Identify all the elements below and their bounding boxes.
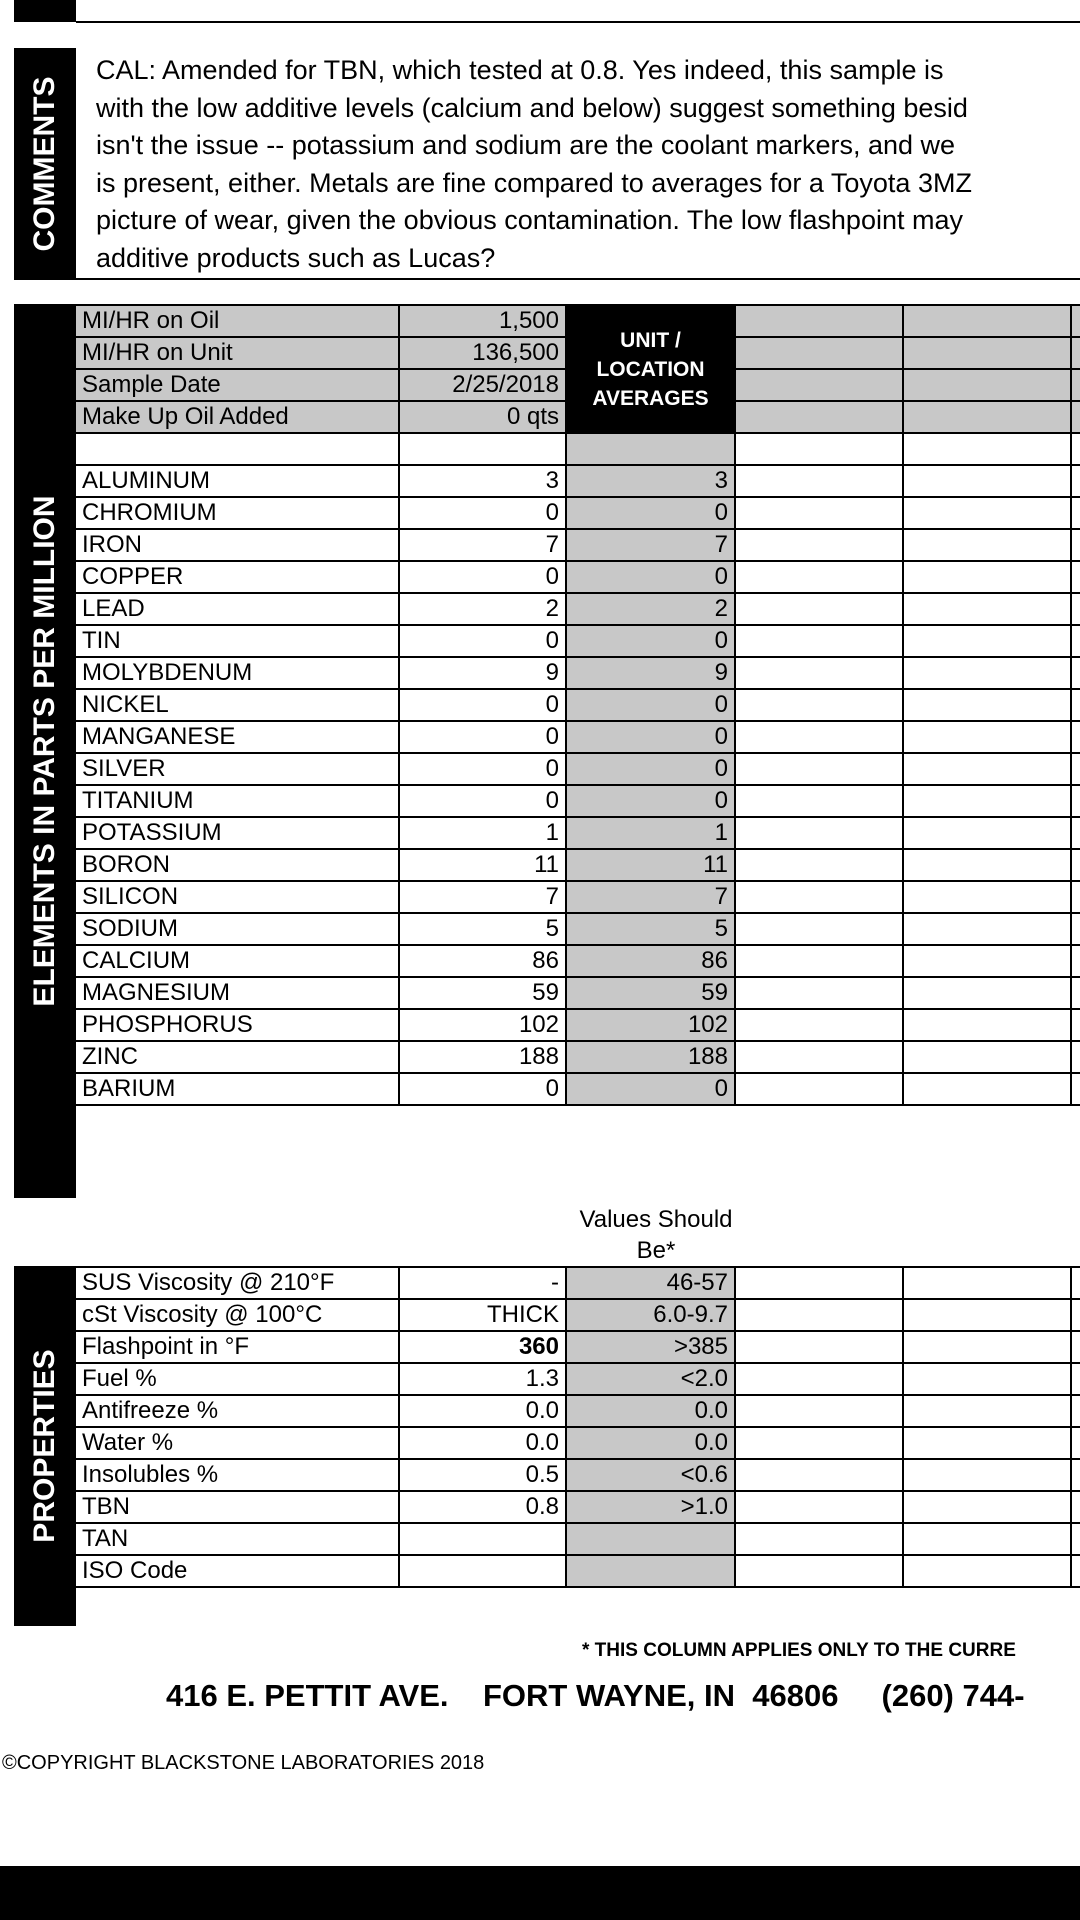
blank-cell <box>903 1491 1071 1523</box>
blank-cell <box>903 913 1071 945</box>
property-name: Fuel % <box>75 1363 399 1395</box>
property-should-be <box>566 1555 735 1587</box>
blank-cell <box>735 561 903 593</box>
blank-cell <box>1071 817 1080 849</box>
element-name: LEAD <box>75 593 399 625</box>
blank-cell <box>1071 561 1080 593</box>
element-name: NICKEL <box>75 689 399 721</box>
blank-cell <box>1071 1041 1080 1073</box>
element-row <box>75 1041 1080 1073</box>
blank-cell <box>1071 1009 1080 1041</box>
element-value: 188 <box>399 1041 566 1073</box>
element-value: 7 <box>399 881 566 913</box>
element-average: 188 <box>566 1041 735 1073</box>
blank-cell <box>735 1009 903 1041</box>
blank-cell <box>735 1331 903 1363</box>
blank-cell <box>903 689 1071 721</box>
element-name: BORON <box>75 849 399 881</box>
blank-cell <box>1071 465 1080 497</box>
property-row <box>75 1299 1080 1331</box>
blank-cell <box>735 1395 903 1427</box>
blank-cell <box>1071 401 1080 433</box>
comment-line: isn't the issue -- potassium and sodium are the coolant markers, and we <box>96 130 956 160</box>
comment-line: is present, either. Metals are fine compared to averages for a Toyota 3MZ <box>96 167 972 198</box>
comment-line: picture of wear, given the obvious contamination. The low flashpoint may <box>96 205 963 235</box>
blank-cell <box>1071 1491 1080 1523</box>
blank-cell <box>903 1427 1071 1459</box>
blank-cell <box>566 433 735 465</box>
sample-info-row <box>75 305 1080 337</box>
blank-cell <box>735 1523 903 1555</box>
blank-cell <box>903 785 1071 817</box>
element-value: 59 <box>399 977 566 1009</box>
property-should-be: <0.6 <box>566 1459 735 1491</box>
blank-cell <box>903 817 1071 849</box>
element-row <box>75 593 1080 625</box>
blank-cell <box>903 1363 1071 1395</box>
element-name: CALCIUM <box>75 945 399 977</box>
element-name: ALUMINUM <box>75 465 399 497</box>
blank-cell <box>735 1459 903 1491</box>
property-value: 1.3 <box>399 1363 566 1395</box>
blank-cell <box>1071 1427 1080 1459</box>
element-row <box>75 625 1080 657</box>
sample-info-label: Sample Date <box>75 369 399 401</box>
element-name: SODIUM <box>75 913 399 945</box>
blank-cell <box>735 1073 903 1105</box>
blank-cell <box>1071 625 1080 657</box>
element-average: 3 <box>566 465 735 497</box>
comment-line: CAL: Amended for TBN, which tested at 0.8. Yes indeed, this sample is <box>96 55 944 85</box>
blank-cell <box>735 337 903 369</box>
element-average: 5 <box>566 913 735 945</box>
element-name: BARIUM <box>75 1073 399 1105</box>
property-value: 0.0 <box>399 1427 566 1459</box>
element-row <box>75 561 1080 593</box>
element-name: SILICON <box>75 881 399 913</box>
element-average: 7 <box>566 529 735 561</box>
property-should-be: 0.0 <box>566 1395 735 1427</box>
element-value: 0 <box>399 561 566 593</box>
element-average: 0 <box>566 721 735 753</box>
blank-cell <box>75 433 399 465</box>
blank-cell <box>903 625 1071 657</box>
blank-cell <box>735 1427 903 1459</box>
element-value: 0 <box>399 625 566 657</box>
property-row <box>75 1363 1080 1395</box>
blank-cell <box>903 433 1071 465</box>
property-row <box>75 1459 1080 1491</box>
element-row <box>75 465 1080 497</box>
blank-cell <box>735 1041 903 1073</box>
blank-cell <box>1071 913 1080 945</box>
blank-cell <box>735 753 903 785</box>
top-rule <box>76 21 1080 23</box>
element-name: TIN <box>75 625 399 657</box>
blank-cell <box>903 721 1071 753</box>
element-average: 102 <box>566 1009 735 1041</box>
element-average: 11 <box>566 849 735 881</box>
blank-cell <box>735 817 903 849</box>
element-average: 9 <box>566 657 735 689</box>
sample-info-value: 136,500 <box>399 337 566 369</box>
blank-cell <box>903 1009 1071 1041</box>
element-value: 102 <box>399 1009 566 1041</box>
property-name: Flashpoint in °F <box>75 1331 399 1363</box>
property-value: 0.8 <box>399 1491 566 1523</box>
element-row <box>75 689 1080 721</box>
blank-cell <box>735 881 903 913</box>
property-row <box>75 1555 1080 1587</box>
comments-section-label: COMMENTS <box>28 76 61 252</box>
property-name: SUS Viscosity @ 210°F <box>75 1267 399 1299</box>
top-black-block <box>14 0 76 22</box>
blank-cell <box>903 753 1071 785</box>
lab-address: 416 E. PETTIT AVE. FORT WAYNE, IN 46806 (260) 744- <box>166 1678 1025 1713</box>
property-value: 360 <box>399 1331 566 1363</box>
blank-cell <box>903 1459 1071 1491</box>
element-row <box>75 849 1080 881</box>
blank-cell <box>735 1491 903 1523</box>
blank-cell <box>735 945 903 977</box>
blank-cell <box>1071 1555 1080 1587</box>
blank-cell <box>903 1555 1071 1587</box>
element-row <box>75 753 1080 785</box>
sample-info-label: MI/HR on Oil <box>75 305 399 337</box>
property-value: 0.5 <box>399 1459 566 1491</box>
sample-info-value: 1,500 <box>399 305 566 337</box>
blank-cell <box>1071 977 1080 1009</box>
blank-cell <box>1071 881 1080 913</box>
blank-cell <box>903 1073 1071 1105</box>
blank-cell <box>1071 1299 1080 1331</box>
element-row <box>75 657 1080 689</box>
blank-cell <box>1071 529 1080 561</box>
blank-cell <box>903 1331 1071 1363</box>
element-average: 7 <box>566 881 735 913</box>
element-value: 5 <box>399 913 566 945</box>
blank-cell <box>903 881 1071 913</box>
comments-text <box>96 52 1080 277</box>
element-average: 2 <box>566 593 735 625</box>
blank-cell <box>903 305 1071 337</box>
element-name: PHOSPHORUS <box>75 1009 399 1041</box>
sample-info-label: Make Up Oil Added <box>75 401 399 433</box>
element-row <box>75 977 1080 1009</box>
values-should-be-header: Values Should Be* <box>579 1206 733 1264</box>
blank-cell <box>735 785 903 817</box>
element-row <box>75 497 1080 529</box>
sample-info-value: 2/25/2018 <box>399 369 566 401</box>
blank-cell <box>903 657 1071 689</box>
blank-cell <box>1071 849 1080 881</box>
element-average: 86 <box>566 945 735 977</box>
property-row <box>75 1523 1080 1555</box>
element-value: 1 <box>399 817 566 849</box>
property-should-be: 46-57 <box>566 1267 735 1299</box>
properties-section-bar <box>14 1266 76 1626</box>
blank-cell <box>903 945 1071 977</box>
blank-cell <box>903 1267 1071 1299</box>
blank-cell <box>735 369 903 401</box>
element-name: ZINC <box>75 1041 399 1073</box>
blank-cell <box>1071 433 1080 465</box>
blank-cell <box>1071 785 1080 817</box>
element-average: 0 <box>566 785 735 817</box>
element-row <box>75 913 1080 945</box>
blank-cell <box>903 1299 1071 1331</box>
blank-cell <box>1071 753 1080 785</box>
blank-cell <box>903 593 1071 625</box>
element-row <box>75 529 1080 561</box>
element-average: 0 <box>566 1073 735 1105</box>
blank-cell <box>735 689 903 721</box>
element-value: 0 <box>399 721 566 753</box>
property-name: Antifreeze % <box>75 1395 399 1427</box>
property-value <box>399 1555 566 1587</box>
blank-cell <box>903 529 1071 561</box>
element-value: 86 <box>399 945 566 977</box>
element-name: POTASSIUM <box>75 817 399 849</box>
analysis-table <box>74 304 1080 1106</box>
property-value: 0.0 <box>399 1395 566 1427</box>
blank-cell <box>399 433 566 465</box>
blank-cell <box>1071 593 1080 625</box>
blank-cell <box>1071 1363 1080 1395</box>
blank-cell <box>1071 1523 1080 1555</box>
blank-cell <box>903 401 1071 433</box>
blank-cell <box>735 529 903 561</box>
properties-section-label: PROPERTIES <box>28 1349 61 1543</box>
element-value: 11 <box>399 849 566 881</box>
blank-cell <box>735 465 903 497</box>
property-should-be: 6.0-9.7 <box>566 1299 735 1331</box>
blank-cell <box>1071 689 1080 721</box>
element-name: CHROMIUM <box>75 497 399 529</box>
element-name: TITANIUM <box>75 785 399 817</box>
element-value: 3 <box>399 465 566 497</box>
blank-cell <box>1071 305 1080 337</box>
property-should-be: >1.0 <box>566 1491 735 1523</box>
property-row <box>75 1395 1080 1427</box>
blank-cell <box>735 913 903 945</box>
element-average: 0 <box>566 561 735 593</box>
blank-cell <box>1071 945 1080 977</box>
property-should-be <box>566 1523 735 1555</box>
element-name: COPPER <box>75 561 399 593</box>
property-name: TBN <box>75 1491 399 1523</box>
element-value: 0 <box>399 753 566 785</box>
blank-cell <box>1071 721 1080 753</box>
bottom-black-band <box>0 1866 1080 1920</box>
element-average: 0 <box>566 497 735 529</box>
element-row <box>75 881 1080 913</box>
property-row <box>75 1427 1080 1459</box>
element-row <box>75 1073 1080 1105</box>
element-name: IRON <box>75 529 399 561</box>
blank-cell <box>1071 1073 1080 1105</box>
element-average: 1 <box>566 817 735 849</box>
blank-cell <box>903 465 1071 497</box>
blank-cell <box>735 497 903 529</box>
blank-cell <box>1071 657 1080 689</box>
blank-cell <box>1071 369 1080 401</box>
element-row <box>75 1009 1080 1041</box>
blank-cell <box>735 1363 903 1395</box>
blank-cell <box>903 369 1071 401</box>
blank-cell <box>735 721 903 753</box>
element-name: SILVER <box>75 753 399 785</box>
blank-cell <box>903 977 1071 1009</box>
properties-table <box>74 1266 1080 1588</box>
element-row <box>75 945 1080 977</box>
element-average: 0 <box>566 625 735 657</box>
blank-cell <box>735 625 903 657</box>
element-name: MAGNESIUM <box>75 977 399 1009</box>
element-average: 0 <box>566 689 735 721</box>
blank-cell <box>903 337 1071 369</box>
element-row <box>75 721 1080 753</box>
property-row <box>75 1491 1080 1523</box>
property-name: Insolubles % <box>75 1459 399 1491</box>
element-average: 0 <box>566 753 735 785</box>
elements-section-bar <box>14 304 76 1198</box>
property-value: THICK <box>399 1299 566 1331</box>
spacer-row <box>75 433 1080 465</box>
element-row <box>75 785 1080 817</box>
element-row <box>75 817 1080 849</box>
blank-cell <box>735 1299 903 1331</box>
property-row <box>75 1331 1080 1363</box>
blank-cell <box>903 497 1071 529</box>
copyright: ©COPYRIGHT BLACKSTONE LABORATORIES 2018 <box>2 1752 485 1774</box>
property-row <box>75 1267 1080 1299</box>
blank-cell <box>1071 1331 1080 1363</box>
blank-cell <box>735 401 903 433</box>
property-value: - <box>399 1267 566 1299</box>
blank-cell <box>735 1267 903 1299</box>
element-value: 9 <box>399 657 566 689</box>
property-name: Water % <box>75 1427 399 1459</box>
averages-header: UNIT / LOCATION AVERAGES <box>566 305 735 433</box>
property-should-be: >385 <box>566 1331 735 1363</box>
blank-cell <box>903 849 1071 881</box>
blank-cell <box>735 657 903 689</box>
sample-info-label: MI/HR on Unit <box>75 337 399 369</box>
blank-cell <box>903 1395 1071 1427</box>
element-value: 0 <box>399 497 566 529</box>
property-value <box>399 1523 566 1555</box>
element-name: MANGANESE <box>75 721 399 753</box>
blank-cell <box>1071 1459 1080 1491</box>
elements-section-label: ELEMENTS IN PARTS PER MILLION <box>28 495 61 1007</box>
sample-info-value: 0 qts <box>399 401 566 433</box>
property-name: cSt Viscosity @ 100°C <box>75 1299 399 1331</box>
comments-section-bar <box>14 48 76 280</box>
comment-line: additive products such as Lucas? <box>96 242 496 273</box>
blank-cell <box>1071 497 1080 529</box>
element-value: 0 <box>399 785 566 817</box>
blank-cell <box>735 433 903 465</box>
element-value: 0 <box>399 689 566 721</box>
element-value: 7 <box>399 529 566 561</box>
comments-bottom-rule <box>76 278 1080 280</box>
blank-cell <box>735 305 903 337</box>
element-value: 0 <box>399 1073 566 1105</box>
blank-cell <box>1071 1267 1080 1299</box>
blank-cell <box>735 977 903 1009</box>
footnote: * THIS COLUMN APPLIES ONLY TO THE CURRE <box>582 1640 1016 1661</box>
property-name: TAN <box>75 1523 399 1555</box>
blank-cell <box>903 561 1071 593</box>
property-name: ISO Code <box>75 1555 399 1587</box>
element-value: 2 <box>399 593 566 625</box>
blank-cell <box>735 849 903 881</box>
comment-line: with the low additive levels (calcium and below) suggest something besid <box>96 92 968 123</box>
element-average: 59 <box>566 977 735 1009</box>
property-should-be: 0.0 <box>566 1427 735 1459</box>
blank-cell <box>1071 337 1080 369</box>
element-name: MOLYBDENUM <box>75 657 399 689</box>
blank-cell <box>1071 1395 1080 1427</box>
blank-cell <box>903 1523 1071 1555</box>
blank-cell <box>735 593 903 625</box>
property-should-be: <2.0 <box>566 1363 735 1395</box>
blank-cell <box>903 1041 1071 1073</box>
blank-cell <box>735 1555 903 1587</box>
